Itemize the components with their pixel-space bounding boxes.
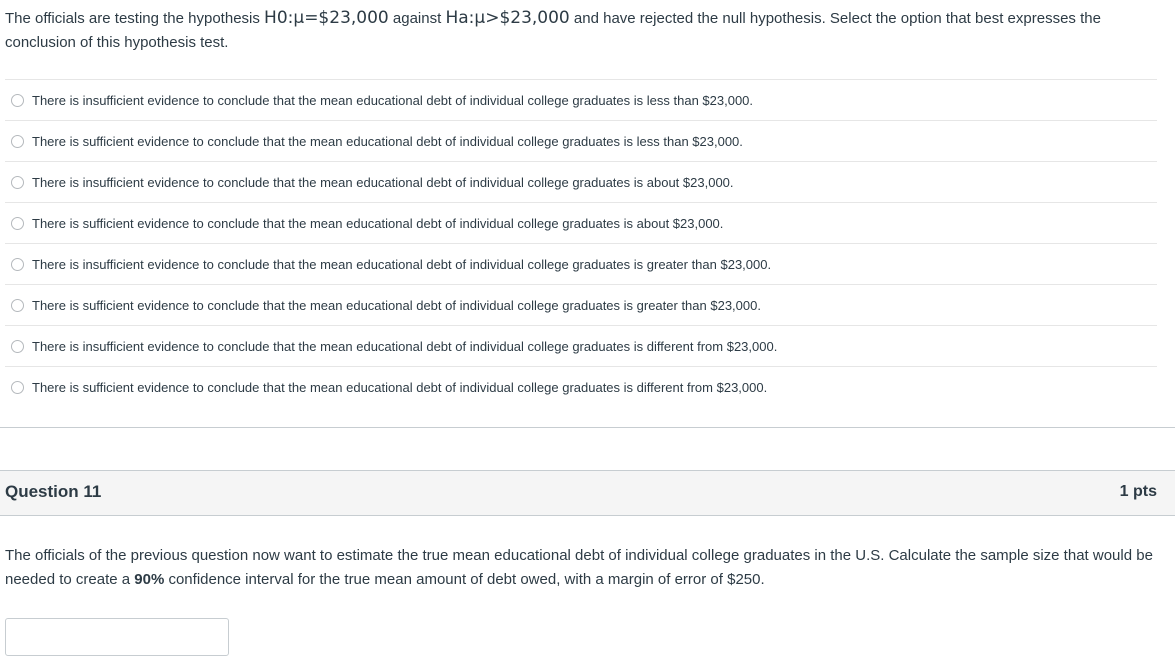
- answer-option-1[interactable]: [5, 79, 1157, 120]
- answer-option-label[interactable]: There is insufficient evidence to conclude that the mean educational debt of individual college graduates is about $23,000.: [32, 174, 734, 190]
- radio-button-5[interactable]: [11, 258, 24, 271]
- answer-options: [5, 79, 1157, 407]
- radio-button-1[interactable]: [11, 94, 24, 107]
- answer-option-4[interactable]: [5, 202, 1157, 243]
- question-11-header: [0, 470, 1175, 516]
- answer-option-label[interactable]: There is insufficient evidence to conclude that the mean educational debt of individual college graduates is greater than $23,000.: [32, 256, 772, 272]
- answer-option-2[interactable]: [5, 120, 1157, 161]
- question-10-text: [5, 6, 1165, 55]
- answer-option-5[interactable]: [5, 243, 1157, 284]
- answer-option-label[interactable]: There is sufficient evidence to conclude that the mean educational debt of individual college graduates is greater than $23,000.: [32, 297, 761, 313]
- answer-option-label[interactable]: There is sufficient evidence to conclude that the mean educational debt of individual college graduates is about $23,000.: [32, 215, 724, 231]
- question-divider: [0, 427, 1175, 428]
- radio-button-3[interactable]: [11, 176, 24, 189]
- radio-button-4[interactable]: [11, 217, 24, 230]
- answer-option-8[interactable]: [5, 366, 1157, 407]
- question-11-text-after: confidence interval for the true mean amount of debt owed, with a margin of error of $250.: [164, 571, 765, 588]
- question-11-text-before: The officials of the previous question now want to estimate the true mean educational debt of individual college graduates in the U.S. Calculate the sample size that would be needed to create a: [5, 547, 1153, 588]
- radio-button-6[interactable]: [11, 299, 24, 312]
- sample-size-answer-input[interactable]: [5, 618, 229, 656]
- radio-button-8[interactable]: [11, 381, 24, 394]
- answer-option-label[interactable]: There is insufficient evidence to conclude that the mean educational debt of individual college graduates is different from $23,000.: [32, 338, 778, 354]
- answer-option-label[interactable]: There is sufficient evidence to conclude that the mean educational debt of individual college graduates is less than $23,000.: [32, 133, 743, 149]
- question-10-text-after: and have rejected the null hypothesis. Select the option that best expresses the conclusion of this hypothesis test.: [5, 10, 1101, 51]
- question-11-text: [5, 544, 1165, 592]
- radio-button-7[interactable]: [11, 340, 24, 353]
- question-11-points: 1 pts: [1119, 483, 1157, 500]
- radio-button-2[interactable]: [11, 135, 24, 148]
- answer-option-3[interactable]: [5, 161, 1157, 202]
- answer-option-label[interactable]: There is insufficient evidence to conclude that the mean educational debt of individual college graduates is less than $23,000.: [32, 92, 754, 108]
- confidence-level: 90%: [134, 571, 165, 588]
- answer-option-label[interactable]: There is sufficient evidence to conclude that the mean educational debt of individual college graduates is different from $23,000.: [32, 379, 768, 395]
- question-11-title: Question 11: [5, 482, 102, 501]
- question-10-text-middle: against: [388, 10, 446, 27]
- alternative-hypothesis: Ha:μ>$23,000: [445, 8, 570, 28]
- answer-option-6[interactable]: [5, 284, 1157, 325]
- null-hypothesis: H0:μ=$23,000: [264, 8, 389, 28]
- answer-option-7[interactable]: [5, 325, 1157, 366]
- question-10-text-before: The officials are testing the hypothesis: [5, 10, 265, 27]
